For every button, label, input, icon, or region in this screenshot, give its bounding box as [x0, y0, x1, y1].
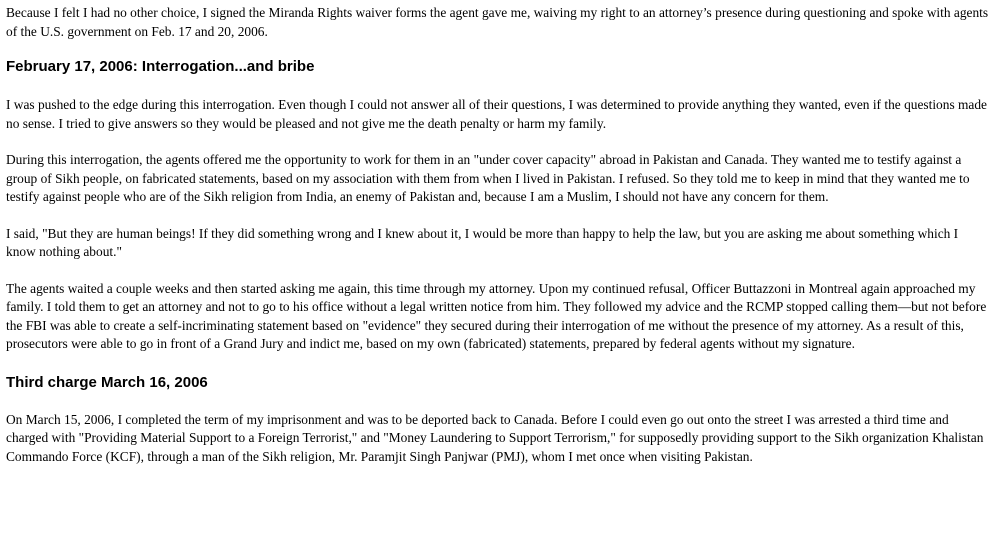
heading-interrogation-and-bribe: February 17, 2006: Interrogation...and bribe [6, 58, 315, 75]
paragraph-miranda-waiver: Because I felt I had no other choice, I signed the Miranda Rights waiver forms the agent gave me, waiving my right to an attorney’s presence during questioning and spoke with agents of the U.S. government on Feb. 17 and 20, 2006. [6, 5, 989, 39]
paragraph-undercover-offer: During this interrogation, the agents offered me the opportunity to work for them in an "under cover capacity" abroad in Pakistan and Canada. They wanted me to testify against a group of Sikh people, on fabricated statements, based on my association with them from when I lived in Pakistan. I refused. So they told me to keep in mind that they wanted me to testify against people who are of the Sikh religion from India, an enemy of Pakistan and, because I am a Muslim, I should not have any concern for them. [6, 152, 970, 204]
paragraph-pushed-to-edge: I was pushed to the edge during this interrogation. Even though I could not answer all of their questions, I was determined to provide anything they wanted, even if the questions made no sense. I tried to give answers so they would be pleased and not give me the death penalty or harm my family. [6, 97, 988, 131]
paragraph-human-beings-quote: I said, "But they are human beings! If they did something wrong and I knew about it, I would be more than happy to help the law, but you are asking me about something which I know nothing about." [6, 225, 959, 259]
paragraph-third-charge-details: On March 15, 2006, I completed the term of my imprisonment and was to be deported back to Canada. Before I could even go out onto the street I was arrested a third time and charged with "Providing Material Support to a Foreign Terrorist," and "Money Laundering to Support Terrorism," for supposedly providing support to the Sikh organization Khalistan Commando Force (KCF), through a man of the Sikh religion, Mr. Paramjit Singh Panjwar (PMJ), whom I met once when visiting Pakistan. [6, 411, 984, 464]
document-body [6, 4, 990, 466]
heading-third-charge: Third charge March 16, 2006 [6, 373, 208, 391]
paragraph-agents-waited: The agents waited a couple weeks and then started asking me again, this time through my attorney. Upon my continued refusal, Officer Buttazzoni in Montreal again approached my family. I told them to get an attorney and not to go to his office without a legal written notice from him. They followed my advice and the RCMP stopped calling them—but not before the FBI was able to create a self-incriminating statement based on "evidence" they secured during their interrogation of me without the presence of my attorney. As a result of this, prosecutors were able to go in front of a Grand Jury and indict me, based on my own (fabricated) statements, prepared by federal agents without my signature. [6, 280, 987, 351]
